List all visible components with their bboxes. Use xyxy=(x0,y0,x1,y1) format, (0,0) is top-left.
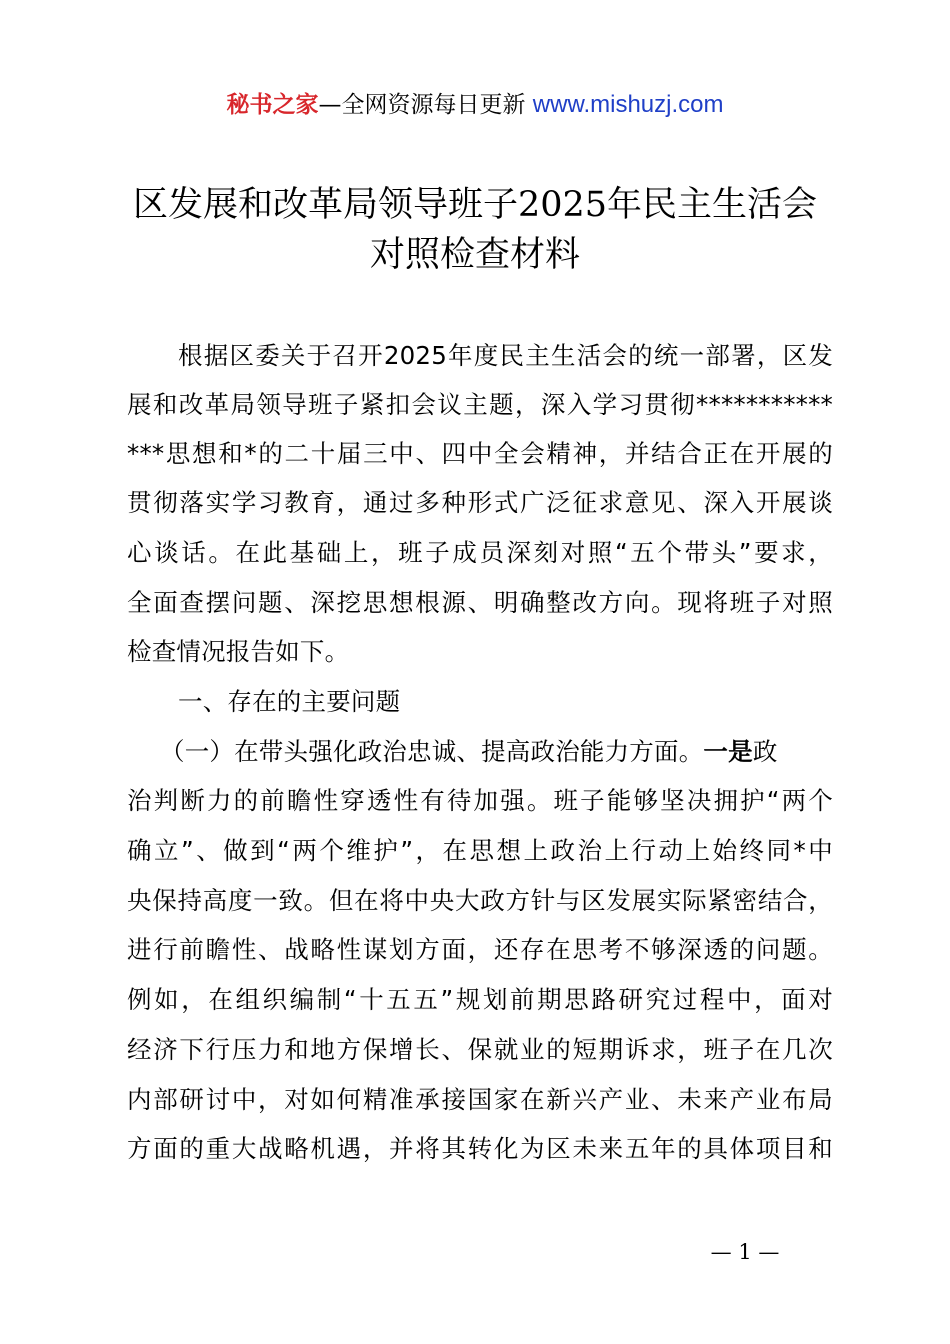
para-line-3: 央保持高度一致。但在将中央大政方针与区发展实际紧密结合， xyxy=(127,886,833,915)
intro-line-1: 根据区委关于召开2025年度民主生活会的统一部署，区发 xyxy=(178,341,833,370)
site-header xyxy=(0,88,950,122)
para-line-8: 方面的重大战略机遇，并将其转化为区未来五年的具体项目和 xyxy=(127,1134,833,1163)
para-line-7: 内部研讨中，对如何精准承接国家在新兴产业、未来产业布局 xyxy=(127,1085,833,1114)
site-url-link[interactable]: www.mishuzj.com xyxy=(532,91,724,118)
para-line-6: 经济下行压力和地方保增长、保就业的短期诉求，班子在几次 xyxy=(127,1035,833,1064)
subsection-heading-1 xyxy=(160,727,778,777)
para-line-2: 确立”、做到“两个维护”，在思想上政治上行动上始终同*中 xyxy=(127,836,833,865)
intro-line-5: 心谈话。在此基础上，班子成员深刻对照“五个带头”要求， xyxy=(127,538,833,567)
subsection-title: （一）在带头强化政治忠诚、提高政治能力方面。 xyxy=(160,737,704,766)
para-line-5: 例如，在组织编制“十五五”规划前期思路研究过程中，面对 xyxy=(127,985,833,1014)
intro-line-3: ***思想和*的二十届三中、四中全会精神，并结合正在开展的 xyxy=(127,439,833,468)
para-line-1: 治判断力的前瞻性穿透性有待加强。班子能够坚决拥护“两个 xyxy=(127,786,833,815)
brand-name: 秘书之家 xyxy=(226,92,319,118)
intro-line-4: 贯彻落实学习教育，通过多种形式广泛征求意见、深入开展谈 xyxy=(127,488,833,517)
point-marker-bold: 一是 xyxy=(703,737,753,766)
subsection-continuation: 政 xyxy=(752,737,778,766)
section-heading-1: 一、存在的主要问题 xyxy=(178,687,401,716)
intro-line-2: 展和改革局领导班子紧扣会议主题，深入学习贯彻*********** xyxy=(127,390,833,419)
para-line-4: 进行前瞻性、战略性谋划方面，还存在思考不够深透的问题。 xyxy=(127,935,833,964)
header-tagline: —全网资源每日更新 xyxy=(318,92,533,118)
intro-line-6: 全面查摆问题、深挖思想根源、明确整改方向。现将班子对照 xyxy=(127,588,833,617)
document-title-line-2: 对照检查材料 xyxy=(369,235,580,275)
intro-line-7: 检查情况报告如下。 xyxy=(127,637,350,666)
page-number: — 1 — xyxy=(710,1240,780,1264)
document-title-line-1: 区发展和改革局领导班子2025年民主生活会 xyxy=(132,185,818,225)
